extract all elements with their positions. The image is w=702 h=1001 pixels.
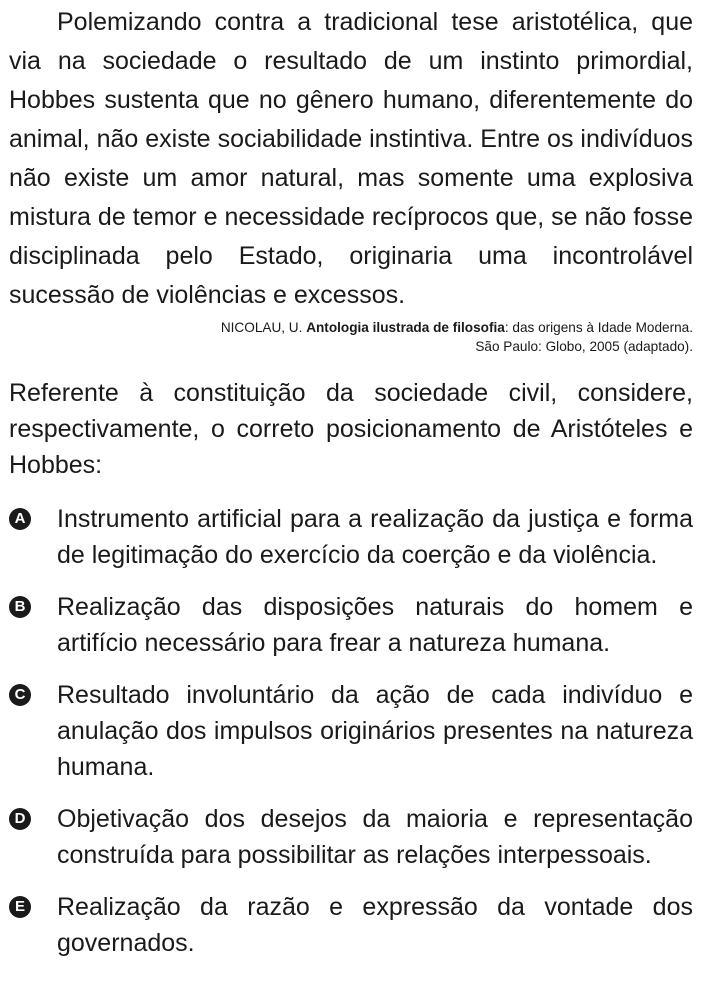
option-e-letter-icon: E [9, 896, 31, 918]
answer-options [9, 501, 693, 961]
citation-subtitle: : das origens à Idade Moderna. [504, 320, 693, 335]
option-c[interactable] [9, 677, 693, 785]
option-a-letter-icon: A [9, 508, 31, 530]
source-citation [9, 318, 693, 356]
passage-text: Polemizando contra a tradicional tese aristotélica, que via na sociedade o resultado de um instinto primordial, Hobbes sustenta que no gênero humano, diferentemente do animal, não existe sociabilidade instintiva. Entre os indivíduos não existe um amor natural, mas somente uma explosiva mistura de temor e necessidade recíprocos que, se não fosse disciplinada pelo Estado, originaria uma incontrolável sucessão de violências e excessos. [9, 8, 693, 309]
option-c-text: Resultado involuntário da ação de cada indivíduo e anulação dos impulsos originários presentes na natureza humana. [57, 681, 693, 781]
question-page [9, 0, 693, 977]
option-d-letter-icon: D [9, 808, 31, 830]
citation-title: Antologia ilustrada de filosofia [306, 320, 505, 335]
citation-publisher: São Paulo: Globo, 2005 (adaptado). [475, 339, 693, 354]
option-d-text: Objetivação dos desejos da maioria e representação construída para possibilitar as relações interpessoais. [57, 805, 693, 869]
question-prompt: Referente à constituição da sociedade civil, considere, respectivamente, o correto posicionamento de Aristóteles e Hobbes: [9, 379, 693, 479]
option-e-text: Realização da razão e expressão da vontade dos governados. [57, 893, 693, 957]
option-a[interactable] [9, 501, 693, 573]
option-e[interactable] [9, 889, 693, 961]
option-a-text: Instrumento artificial para a realização da justiça e forma de legitimação do exercício da coerção e da violência. [57, 505, 693, 569]
option-d[interactable] [9, 801, 693, 873]
option-b[interactable] [9, 589, 693, 661]
option-b-letter-icon: B [9, 596, 31, 618]
option-b-text: Realização das disposições naturais do homem e artifício necessário para frear a natureza humana. [57, 593, 693, 657]
citation-author: NICOLAU, U. [220, 320, 307, 335]
citation-line-1 [9, 318, 693, 337]
option-c-letter-icon: C [9, 684, 31, 706]
